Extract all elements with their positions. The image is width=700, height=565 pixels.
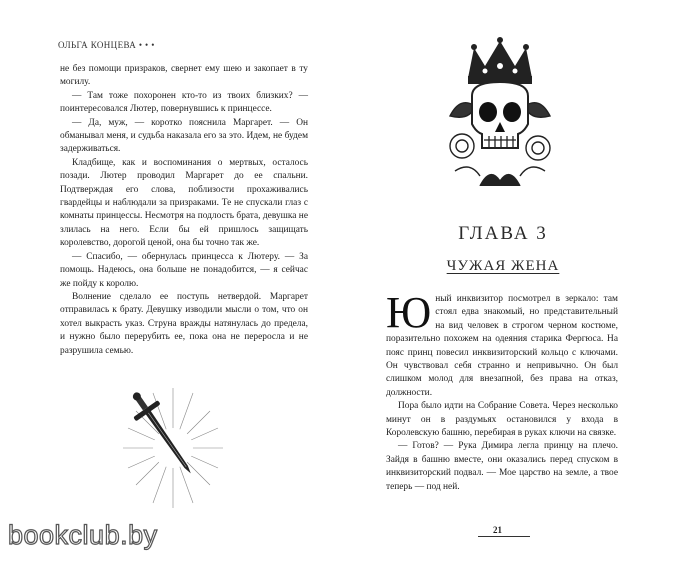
opening-paragraph-text: ный инквизитор посмотрел в зеркало: там стоял едва знакомый, но представительный на вид человек в строгом черном костюме, поразительно похожем на одеяния старика Фергюса. На пояс принц повесил инквизиторский кольцо с ключами. Он чувствовал себя странно и непривычно. Он был слишком молод для внезапной, без права на отказ, должности. xyxy=(386,294,618,398)
chapter-subtitle: ЧУЖАЯ ЖЕНА xyxy=(446,258,560,274)
paragraph: Волнение сделало ее поступь нетвердой. Маргарет отправилась к брату. Девушку изводили мысли о том, что он хотел выкрасть указ. Струна вражды натянулась до предела, и нужно было перерубить ее, пока она не переросла и не разрушила семью. xyxy=(60,291,308,356)
dagger-illustration xyxy=(118,383,228,513)
paragraph: — Да, муж, — коротко пояснила Маргарет. — Он обманывал меня, и судьба наказала его за это. Идем, не будем задерживаться. xyxy=(60,117,308,155)
paragraph: — Там тоже похоронен кто-то из твоих близких? — поинтересовался Лютер, повернувшись к принцессе. xyxy=(60,90,308,115)
folio-rule xyxy=(478,536,530,537)
paragraph: Кладбище, как и воспоминания о мертвых, осталось позади. Лютер проводил Маргарет до ее спальни. Подтверждая его слова, поблизости прохаживались гвардейцы и наблюдали за призраками. Те не спускали глаз с комнаты принцессы. Несмотря на подлость брата, девушка не злилась на него. Если бы ей пришлось защищать королевство, дорогой ценой, она бы точно так же. xyxy=(60,157,308,249)
left-page-text xyxy=(60,63,308,358)
paragraph: Пора было идти на Собрание Совета. Через несколько минут он в раздумьях остановился у входа в Королевскую башню, перебирая в руках ключи на связке. xyxy=(386,401,618,439)
drop-cap: Ю xyxy=(386,288,432,337)
paragraph: — Готов? — Рука Димира легла принцу на плечо. Зайдя в башню вместе, они оказались перед спуском в инквизиторский подвал. — Мое царство на земле, а твое теперь — под ней. xyxy=(386,441,618,492)
paragraph: не без помощи призраков, свернет ему шею и закопает в ту могилу. xyxy=(60,64,308,88)
watermark: bookclub.by xyxy=(8,520,158,550)
right-page xyxy=(378,28,670,535)
paragraph: — Спасибо, — обернулась принцесса к Лютеру. — За помощь. Надеюсь, она больше не понадобится, — я сейчас же пойду к королю. xyxy=(60,251,308,289)
right-page-text xyxy=(386,288,618,494)
opening-paragraph xyxy=(386,288,618,400)
left-page xyxy=(40,28,340,518)
chapter-title: ГЛАВА 3 xyxy=(458,223,548,244)
running-head: ОЛЬГА КОНЦЕВА • • • xyxy=(58,40,155,50)
page-number: 21 xyxy=(493,525,502,535)
skull-crown-illustration xyxy=(440,36,560,186)
